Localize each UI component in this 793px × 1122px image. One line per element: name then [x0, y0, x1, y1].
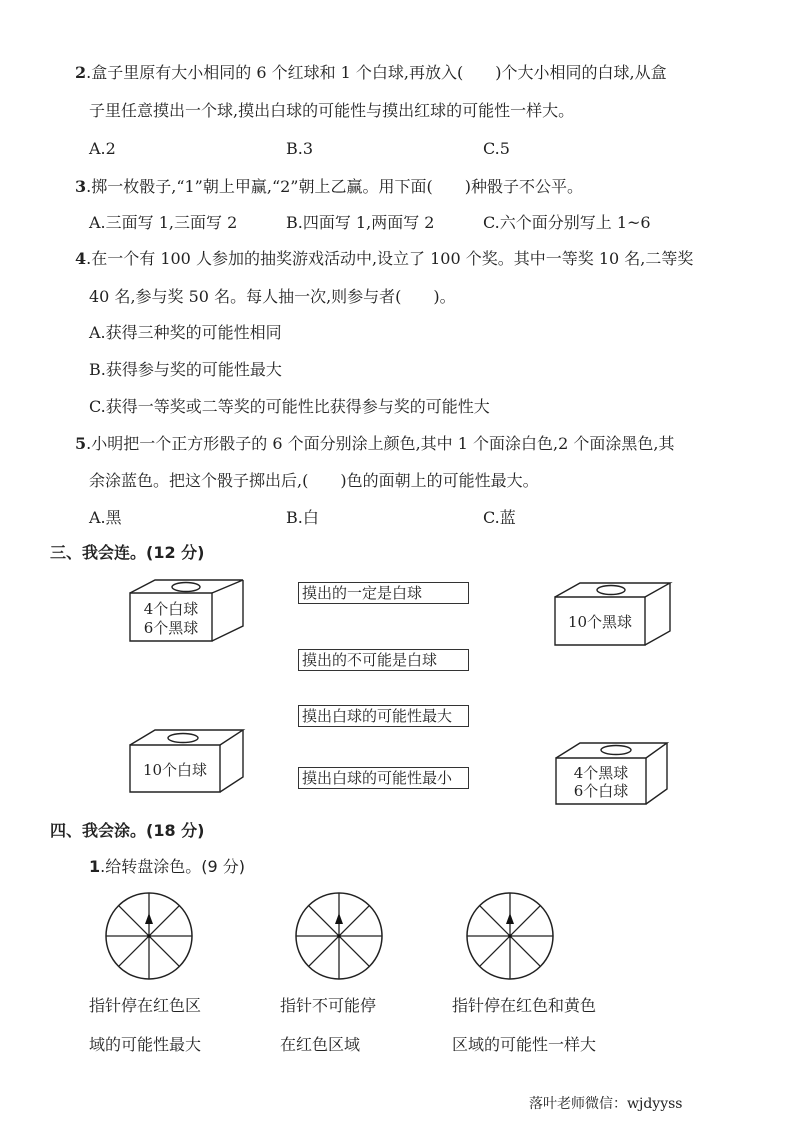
box-1-line-1: 4个白球 [143, 600, 199, 618]
wheel-2[interactable] [296, 893, 382, 979]
q3-line1 [75, 177, 583, 197]
q2-option-a: A.2 [89, 139, 116, 158]
q5-text: .小明把一个正方形骰子的 6 个面分别涂上颜色,其中 1 个面涂白色,2 个面涂黑色,其 [86, 434, 675, 453]
q4-option-c: C.获得一等奖或二等奖的可能性比获得参与奖的可能性大 [89, 397, 490, 416]
section3-title: 三、我会连。(12 分) [50, 543, 205, 562]
matching-diagram [0, 570, 793, 830]
box-2-line-1: 10个黑球 [567, 613, 633, 631]
wheel-center [147, 934, 151, 938]
box-3-line-1: 10个白球 [142, 761, 208, 779]
q3-option-c: C.六个面分别写上 1~6 [483, 213, 651, 232]
box-1-hole [172, 583, 200, 592]
wheel-1[interactable] [106, 893, 192, 979]
q4-line1 [75, 249, 693, 269]
q5-option-c: C.蓝 [483, 508, 516, 527]
q2-line2: 子里任意摸出一个球,摸出白球的可能性与摸出红球的可能性一样大。 [89, 101, 575, 120]
q2-text: .盒子里原有大小相同的 6 个红球和 1 个白球,再放入( )个大小相同的白球,从盒 [86, 63, 667, 82]
q4-number: 4 [75, 249, 87, 268]
q5-option-b: B.白 [286, 508, 319, 527]
box-4-line-1: 4个黑球 [573, 764, 629, 782]
q5-number: 5 [75, 434, 87, 453]
q4-option-b: B.获得参与奖的可能性最大 [89, 360, 282, 379]
q5-option-a: A.黑 [89, 508, 122, 527]
wheel-2-caption-2: 在红色区域 [280, 1035, 361, 1054]
box-4-line-2: 6个白球 [573, 782, 629, 800]
wheel-center [337, 934, 341, 938]
sub1-title [89, 857, 245, 877]
q4-text: .在一个有 100 人参加的抽奖游戏活动中,设立了 100 个奖。其中一等奖 10 名,二等奖 [86, 249, 694, 268]
sub1-text: .给转盘涂色。(9 分) [100, 857, 245, 876]
q2-option-b: B.3 [286, 139, 314, 158]
match-label-3[interactable]: 摸出白球的可能性最大 [298, 705, 469, 727]
q3-number: 3 [75, 177, 87, 196]
q5-line1 [75, 434, 674, 454]
wheel-center [508, 934, 512, 938]
q2-number: 2 [75, 63, 87, 82]
q4-line2: 40 名,参与奖 50 名。每人抽一次,则参与者( )。 [89, 287, 456, 306]
q2-line1 [75, 63, 667, 83]
box-4-hole [601, 746, 631, 755]
q5-line2: 余涂蓝色。把这个骰子掷出后,( )色的面朝上的可能性最大。 [89, 471, 539, 490]
wheel-3[interactable] [467, 893, 553, 979]
spinner-wheels [0, 880, 793, 990]
box-1-line-2: 6个黑球 [143, 619, 199, 637]
sub1-number: 1 [89, 857, 101, 876]
wheel-2-caption-1: 指针不可能停 [280, 996, 377, 1015]
match-label-2[interactable]: 摸出的不可能是白球 [298, 649, 469, 671]
section4-title: 四、我会涂。(18 分) [50, 821, 205, 840]
box-3-hole [168, 734, 198, 743]
box-2-hole [597, 586, 625, 595]
wheel-1-caption-2: 域的可能性最大 [89, 1035, 202, 1054]
q3-option-a: A.三面写 1,三面写 2 [89, 213, 238, 232]
wheel-1-caption-1: 指针停在红色区 [89, 996, 202, 1015]
wheel-3-caption-2: 区域的可能性一样大 [452, 1035, 597, 1054]
wheel-3-caption-1: 指针停在红色和黄色 [452, 996, 597, 1015]
match-label-4[interactable]: 摸出白球的可能性最小 [298, 767, 469, 789]
q3-option-b: B.四面写 1,两面写 2 [286, 213, 435, 232]
match-label-1[interactable]: 摸出的一定是白球 [298, 582, 469, 604]
footer-watermark: 落叶老师微信：wjdyyss [529, 1096, 683, 1112]
q4-option-a: A.获得三种奖的可能性相同 [89, 323, 282, 342]
q2-option-c: C.5 [483, 139, 510, 158]
q3-text: .掷一枚骰子,“1”朝上甲赢,“2”朝上乙赢。用下面( )种骰子不公平。 [86, 177, 583, 196]
